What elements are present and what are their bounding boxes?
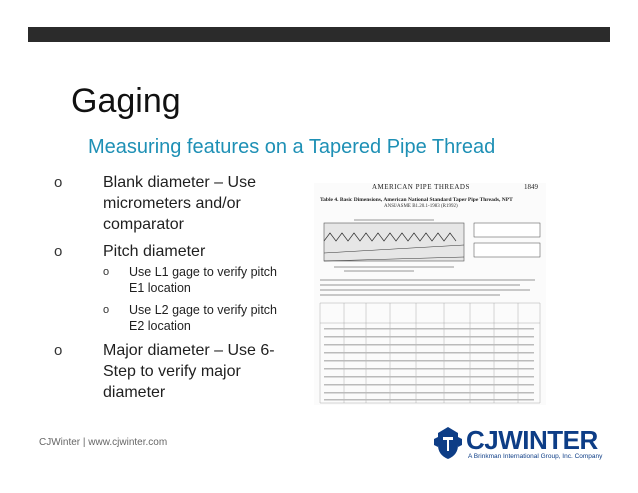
bullet-text: Pitch diameter	[103, 243, 206, 260]
figure-page-number: 1849	[524, 183, 538, 191]
figure-standard: ANSI/ASME B1.20.1-1983 (R1992)	[384, 204, 458, 209]
thread-diagram	[314, 183, 546, 405]
bullet-marker: o	[54, 243, 63, 260]
sub-bullet-item	[103, 264, 290, 296]
bullet-text: Blank diameter – Use micrometers and/or comparator	[103, 174, 256, 233]
logo-emblem-icon	[432, 425, 464, 461]
slide-title: Gaging	[71, 82, 181, 120]
callout-boxes	[474, 223, 540, 257]
top-bar	[28, 27, 610, 42]
sub-bullet-marker: o	[103, 304, 110, 316]
figure-header-title: AMERICAN PIPE THREADS	[372, 183, 470, 191]
bullet-item	[50, 172, 290, 235]
slide-subtitle: Measuring features on a Tapered Pipe Thread	[88, 136, 496, 158]
bullet-marker: o	[54, 342, 63, 359]
bullet-marker: o	[54, 174, 63, 191]
bullet-item	[50, 241, 290, 334]
table-rows	[324, 328, 534, 401]
logo-tagline: A Brinkman International Group, Inc. Company	[468, 453, 603, 460]
figure-table-title: Table 4. Basic Dimensions, American National Standard Taper Pipe Threads, NPT	[320, 197, 513, 203]
sub-bullet-item	[103, 302, 290, 334]
bullet-text: Major diameter – Use 6-Step to verify major diameter	[103, 342, 275, 401]
company-logo	[432, 425, 607, 463]
logo-brand-text: CJWINTER	[466, 425, 598, 455]
sub-bullet-list	[103, 264, 290, 334]
sub-bullet-text: Use L2 gage to verify pitch E2 location	[129, 303, 277, 333]
bullet-item	[50, 340, 290, 403]
notes-text-lines	[320, 279, 535, 296]
bullet-list	[50, 172, 290, 409]
footer-text: CJWinter | www.cjwinter.com	[39, 437, 168, 448]
sub-bullet-marker: o	[103, 266, 110, 278]
thread-profile-drawing	[324, 220, 464, 271]
sub-bullet-text: Use L1 gage to verify pitch E1 location	[129, 265, 277, 295]
pipe-thread-table-image	[314, 183, 546, 405]
